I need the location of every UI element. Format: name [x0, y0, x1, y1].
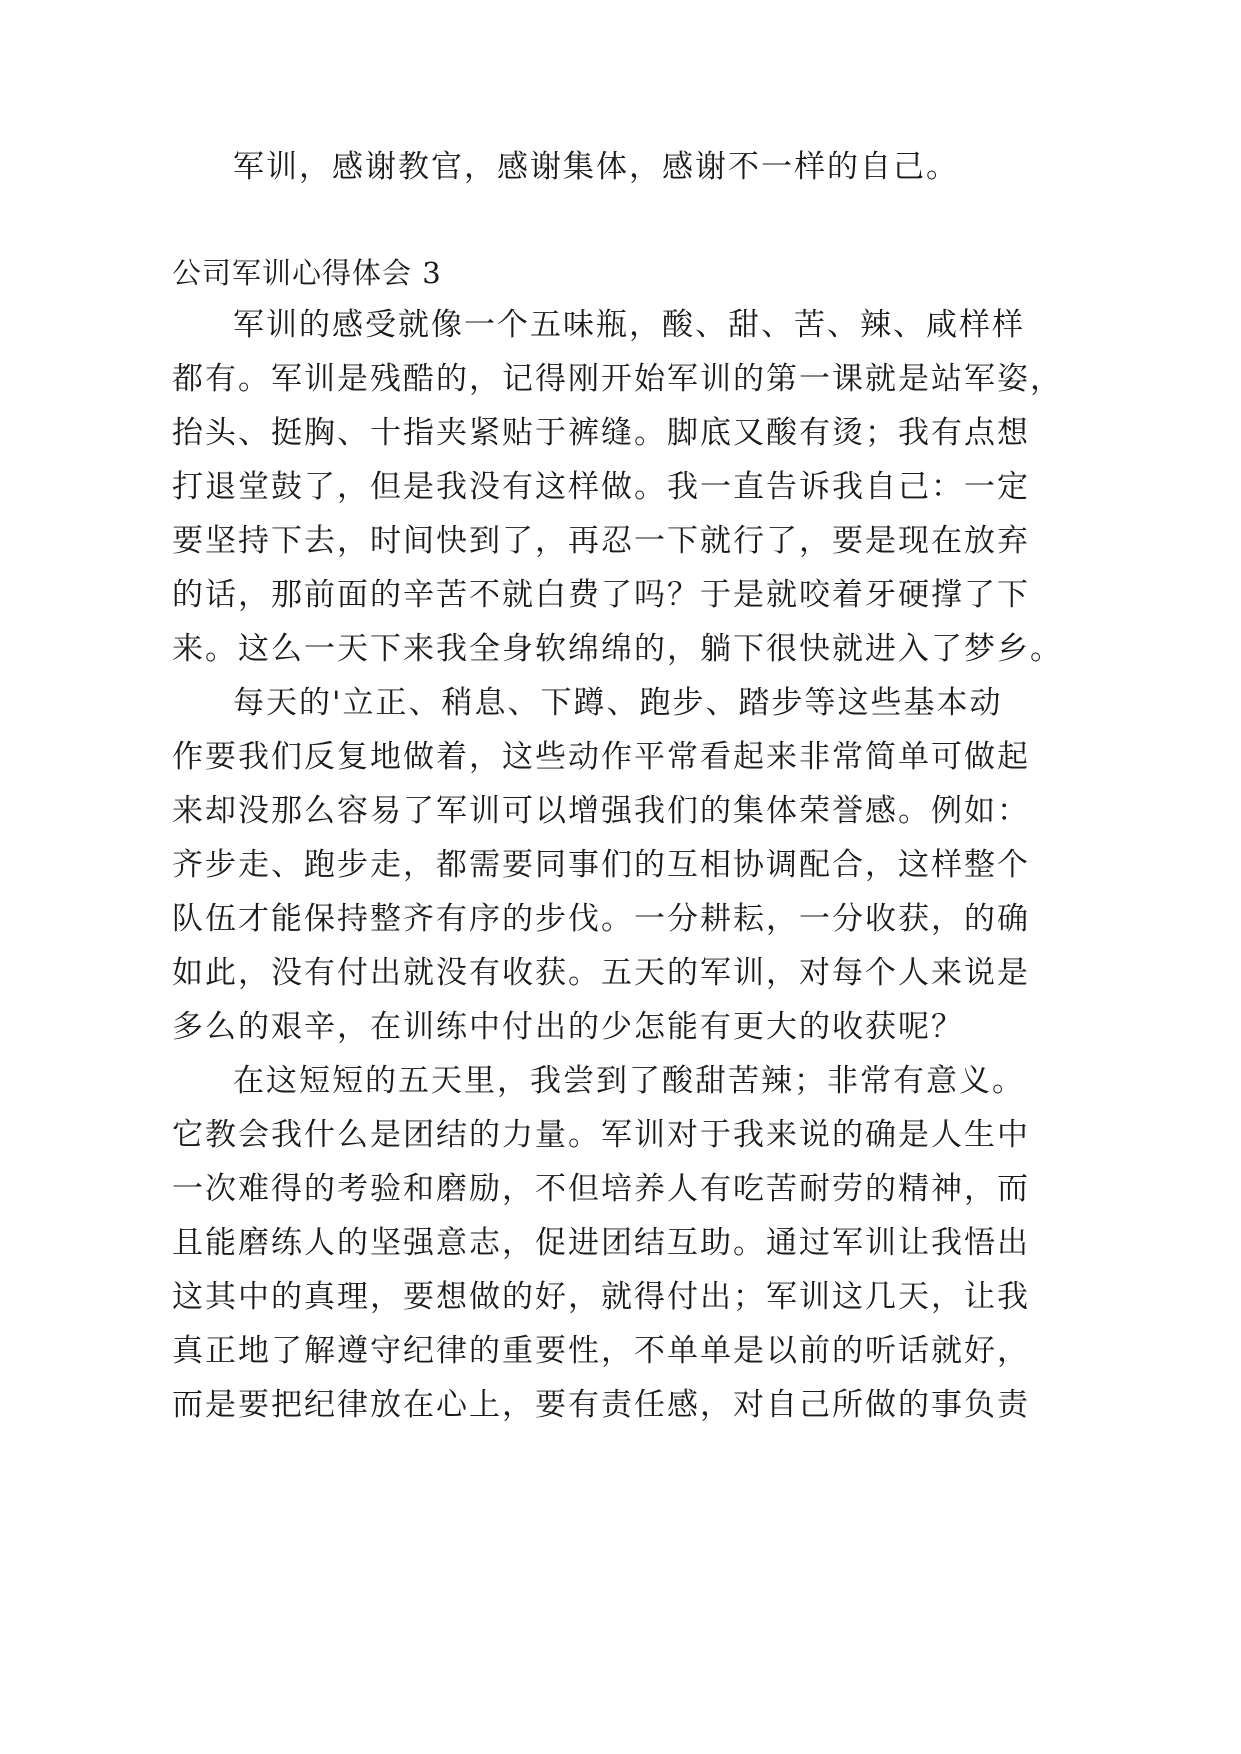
text-line: 都有。军训是残酷的，记得刚开始军训的第一课就是站军姿， [172, 361, 1063, 397]
text-line: 来却没那么容易了军训可以增强我们的集体荣誉感。例如： [172, 793, 1030, 829]
text-line: 抬头、挺胸、十指夹紧贴于裤缝。脚底又酸有烫；我有点想 [172, 415, 1030, 451]
text-line: 多么的艰辛，在训练中付出的少怎能有更大的收获呢？ [172, 1009, 964, 1045]
section-heading: 公司军训心得体会 3 [172, 256, 442, 290]
text-line: 的话，那前面的辛苦不就白费了吗？于是就咬着牙硬撑了下 [172, 577, 1030, 613]
text-line: 如此，没有付出就没有收获。五天的军训，对每个人来说是 [172, 955, 1030, 991]
text-line: 每天的'立正、稍息、下蹲、跑步、踏步等这些基本动 [233, 685, 1003, 721]
text-line: 队伍才能保持整齐有序的步伐。一分耕耘，一分收获，的确 [172, 901, 1030, 937]
text-line: 这其中的真理，要想做的好，就得付出；军训这几天，让我 [172, 1279, 1030, 1315]
text-line: 它教会我什么是团结的力量。军训对于我来说的确是人生中 [172, 1117, 1030, 1153]
text-line: 打退堂鼓了，但是我没有这样做。我一直告诉我自己：一定 [172, 469, 1030, 505]
text-line: 真正地了解遵守纪律的重要性，不单单是以前的听话就好， [172, 1333, 1030, 1369]
text-line: 而是要把纪律放在心上，要有责任感，对自己所做的事负责 [172, 1387, 1030, 1423]
text-line: 来。这么一天下来我全身软绵绵的，躺下很快就进入了梦乡。 [172, 631, 1063, 667]
text-line: 作要我们反复地做着，这些动作平常看起来非常简单可做起 [172, 739, 1030, 775]
text-line: 军训的感受就像一个五味瓶，酸、甜、苦、辣、咸样样 [233, 307, 1025, 343]
text-line: 一次难得的考验和磨励，不但培养人有吃苦耐劳的精神，而 [172, 1171, 1030, 1207]
text-line: 且能磨练人的坚强意志，促进团结互助。通过军训让我悟出 [172, 1225, 1030, 1261]
text-line: 齐步走、跑步走，都需要同事们的互相协调配合，这样整个 [172, 847, 1030, 883]
text-line: 在这短短的五天里，我尝到了酸甜苦辣；非常有意义。 [233, 1063, 1025, 1099]
text-line: 军训，感谢教官，感谢集体，感谢不一样的自己。 [233, 149, 959, 185]
text-line: 要坚持下去，时间快到了，再忍一下就行了，要是现在放弃 [172, 523, 1030, 559]
